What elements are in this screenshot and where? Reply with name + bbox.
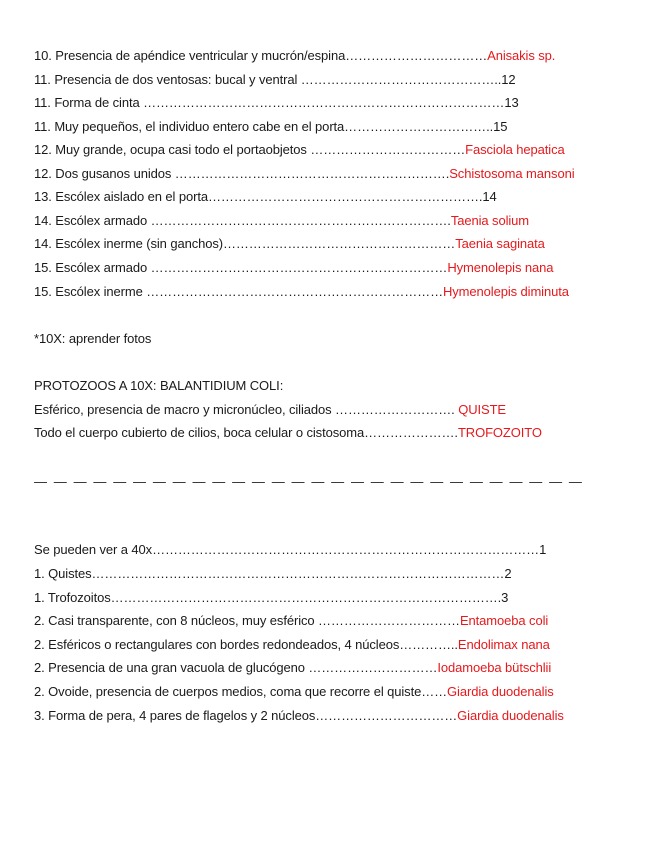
- protozoos-answer: TROFOZOITO: [457, 425, 542, 440]
- key-line-14a: [34, 213, 529, 229]
- x40-line-7: [34, 708, 564, 724]
- x40-line-1: [34, 566, 511, 582]
- key-answer: Schistosoma mansoni: [449, 166, 575, 181]
- key-line-text: 12. Dos gusanos unidos ……………………………………………………….: [34, 166, 450, 181]
- x40-line-text: 1. Quistes……………………………………………………………………………………2: [34, 566, 512, 581]
- x40-line-text: 1. Trofozoitos……………………………………………………………………………….3: [34, 590, 509, 605]
- key-answer: Hymenolepis nana: [447, 260, 554, 275]
- protozoos-answer: QUISTE: [458, 402, 506, 417]
- key-line-13: [34, 189, 497, 205]
- protozoos-title: PROTOZOOS A 10X: BALANTIDIUM COLI:: [34, 378, 284, 393]
- key-answer: Taenia solium: [450, 213, 530, 228]
- protozoos-line-trofozoito: [34, 425, 542, 441]
- x40-answer: Giardia duodenalis: [447, 684, 554, 699]
- dashed-divider: — — — — — — — — — — — — — — — — — — — — — — — — — — — —: [34, 474, 584, 489]
- x40-line-6: [34, 684, 554, 700]
- key-line-11b: [34, 95, 519, 111]
- key-line-text: 11. Muy pequeños, el individuo entero cabe en el porta……………………………..15: [34, 119, 508, 134]
- protozoos-line-quiste: [34, 402, 506, 418]
- key-line-15b: [34, 284, 569, 300]
- key-line-text: 12. Muy grande, ocupa casi todo el portaobjetos ………………………………: [34, 142, 466, 157]
- x40-line-text: 2. Esféricos o rectangulares con bordes redondeados, 4 núcleos…………..: [34, 637, 458, 652]
- note-text: *10X: aprender fotos: [34, 331, 152, 346]
- protozoos-line-text: Todo el cuerpo cubierto de cilios, boca celular o cistosoma………………….: [34, 425, 458, 440]
- key-answer: Anisakis sp.: [487, 48, 556, 63]
- key-line-12a: [34, 142, 565, 158]
- x40-answer: Iodamoeba bütschlii: [437, 660, 552, 675]
- x40-line-text: 2. Casi transparente, con 8 núcleos, muy esférico ……………………………: [34, 613, 460, 628]
- x40-answer: Giardia duodenalis: [457, 708, 564, 723]
- key-line-11c: [34, 119, 507, 135]
- key-line-12b: [34, 166, 575, 182]
- x40-answer: Endolimax nana: [457, 637, 550, 652]
- key-line-text: 15. Escólex armado ……………………………………………………………: [34, 260, 448, 275]
- x40-line-3: [34, 613, 548, 629]
- key-line-15a: [34, 260, 553, 276]
- key-line-text: 14. Escólex inerme (sin ganchos)………………………………………………: [34, 236, 456, 251]
- x40-line-5: [34, 660, 551, 676]
- x40-line-text: Se pueden ver a 40x………………………………………………………………………………1: [34, 542, 547, 557]
- key-line-text: 10. Presencia de apéndice ventricular y mucrón/espina……………………………: [34, 48, 488, 63]
- x40-line-2: [34, 590, 508, 606]
- key-answer: Fasciola hepatica: [465, 142, 565, 157]
- key-answer: Taenia saginata: [455, 236, 545, 251]
- x40-line-0: [34, 542, 546, 558]
- x40-line-text: 3. Forma de pera, 4 pares de flagelos y 2 núcleos……………………………: [34, 708, 458, 723]
- x40-line-4: [34, 637, 550, 653]
- key-line-text: 11. Presencia de dos ventosas: bucal y ventral ………………………………………..12: [34, 72, 516, 87]
- key-answer: Hymenolepis diminuta: [442, 284, 569, 299]
- key-line-text: 13. Escólex aislado en el porta……………………………………………………….14: [34, 189, 497, 204]
- key-line-10: [34, 48, 555, 64]
- key-line-text: 14. Escólex armado …………………………………………………………….: [34, 213, 451, 228]
- x40-line-text: 2. Ovoide, presencia de cuerpos medios, coma que recorre el quiste……: [34, 684, 448, 699]
- x40-answer: Entamoeba coli: [459, 613, 549, 628]
- key-line-14b: [34, 236, 545, 252]
- protozoos-line-text: Esférico, presencia de macro y micronúcleo, ciliados ……………………….: [34, 402, 459, 417]
- key-line-text: 11. Forma de cinta …………………………………………………………………………13: [34, 95, 519, 110]
- x40-line-text: 2. Presencia de una gran vacuola de glucógeno …………………………: [34, 660, 438, 675]
- key-line-11a: [34, 72, 516, 88]
- key-line-text: 15. Escólex inerme ……………………………………………………………: [34, 284, 443, 299]
